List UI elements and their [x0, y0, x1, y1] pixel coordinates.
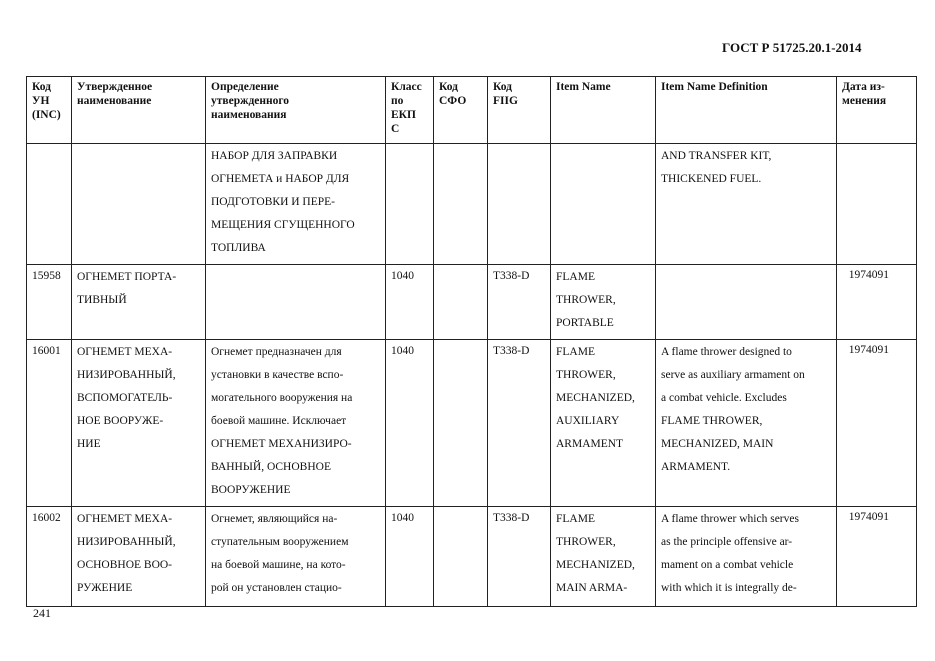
cell-date: 1974091: [837, 507, 917, 607]
page-number: 241: [33, 606, 51, 620]
cell-name: ОГНЕМЕТ МЕХА- НИЗИРОВАННЫЙ, ОСНОВНОЕ ВОО- РУЖЕНИЕ: [72, 507, 206, 607]
cell-code: 16002: [27, 507, 72, 607]
cell-item-name: FLAME THROWER, MECHANIZED, AUXILIARY ARMAMENT: [551, 340, 656, 507]
cell-sfo: [434, 340, 488, 507]
cell-name: [72, 144, 206, 265]
cell-code: 16001: [27, 340, 72, 507]
table-row: [27, 144, 917, 265]
cell-item-definition: AND TRANSFER KIT, THICKENED FUEL.: [656, 144, 837, 265]
cell-fiig: T338-D: [488, 340, 551, 507]
table-row: [27, 265, 917, 340]
col-header-fiig-code: Код FIIG: [488, 77, 551, 144]
cell-sfo: [434, 144, 488, 265]
cell-definition: НАБОР ДЛЯ ЗАПРАВКИ ОГНЕМЕТА и НАБОР ДЛЯ ПОДГОТОВКИ И ПЕРЕ- МЕЩЕНИЯ СГУЩЕННОГО ТОПЛИВА: [206, 144, 386, 265]
col-header-name-definition: Определение утвержденного наименования: [206, 77, 386, 144]
col-header-item-name: Item Name: [551, 77, 656, 144]
document-standard-code: ГОСТ Р 51725.20.1-2014: [722, 40, 862, 55]
table-row: [27, 507, 917, 607]
col-header-item-name-definition: Item Name Definition: [656, 77, 837, 144]
cell-item-name: [551, 144, 656, 265]
cell-definition: Огнемет, являющийся на- ступательным вооружением на боевой машине, на кото- рой он установлен стацио-: [206, 507, 386, 607]
cell-item-name: FLAME THROWER, PORTABLE: [551, 265, 656, 340]
cell-date: 1974091: [837, 340, 917, 507]
col-header-inc-code: Код УН (INC): [27, 77, 72, 144]
col-header-approved-name: Утвержденное наименование: [72, 77, 206, 144]
cell-item-definition: A flame thrower which serves as the principle offensive ar- mament on a combat vehicle with which it is integrally de-: [656, 507, 837, 607]
cell-code: [27, 144, 72, 265]
cell-sfo: [434, 265, 488, 340]
cell-code: 15958: [27, 265, 72, 340]
cell-fiig: T338-D: [488, 265, 551, 340]
cell-class: [386, 144, 434, 265]
cell-date: 1974091: [837, 265, 917, 340]
cell-name: ОГНЕМЕТ ПОРТА- ТИВНЫЙ: [72, 265, 206, 340]
cell-date: [837, 144, 917, 265]
cell-fiig: [488, 144, 551, 265]
table-row: [27, 340, 917, 507]
cell-class: 1040: [386, 265, 434, 340]
table-header-row: [27, 77, 917, 144]
cell-sfo: [434, 507, 488, 607]
cell-class: 1040: [386, 340, 434, 507]
col-header-class: Класс по ЕКП С: [386, 77, 434, 144]
col-header-sfo-code: Код СФО: [434, 77, 488, 144]
cell-item-name: FLAME THROWER, MECHANIZED, MAIN ARMA-: [551, 507, 656, 607]
cell-item-definition: [656, 265, 837, 340]
cell-class: 1040: [386, 507, 434, 607]
cell-definition: Огнемет предназначен для установки в качестве вспо- могательного вооружения на боевой машине. Исключает ОГНЕМЕТ МЕХАНИЗИРО- ВАННЫЙ, ОСНОВНОЕ ВООРУЖЕНИЕ: [206, 340, 386, 507]
col-header-change-date: Дата из- менения: [837, 77, 917, 144]
cell-item-definition: A flame thrower designed to serve as auxiliary armament on a combat vehicle. Excludes FLAME THROWER, MECHANIZED, MAIN ARMAMENT.: [656, 340, 837, 507]
cell-fiig: T338-D: [488, 507, 551, 607]
cell-definition: [206, 265, 386, 340]
nomenclature-table: [26, 76, 917, 607]
cell-name: ОГНЕМЕТ МЕХА- НИЗИРОВАННЫЙ, ВСПОМОГАТЕЛЬ- НОЕ ВООРУЖЕ- НИЕ: [72, 340, 206, 507]
